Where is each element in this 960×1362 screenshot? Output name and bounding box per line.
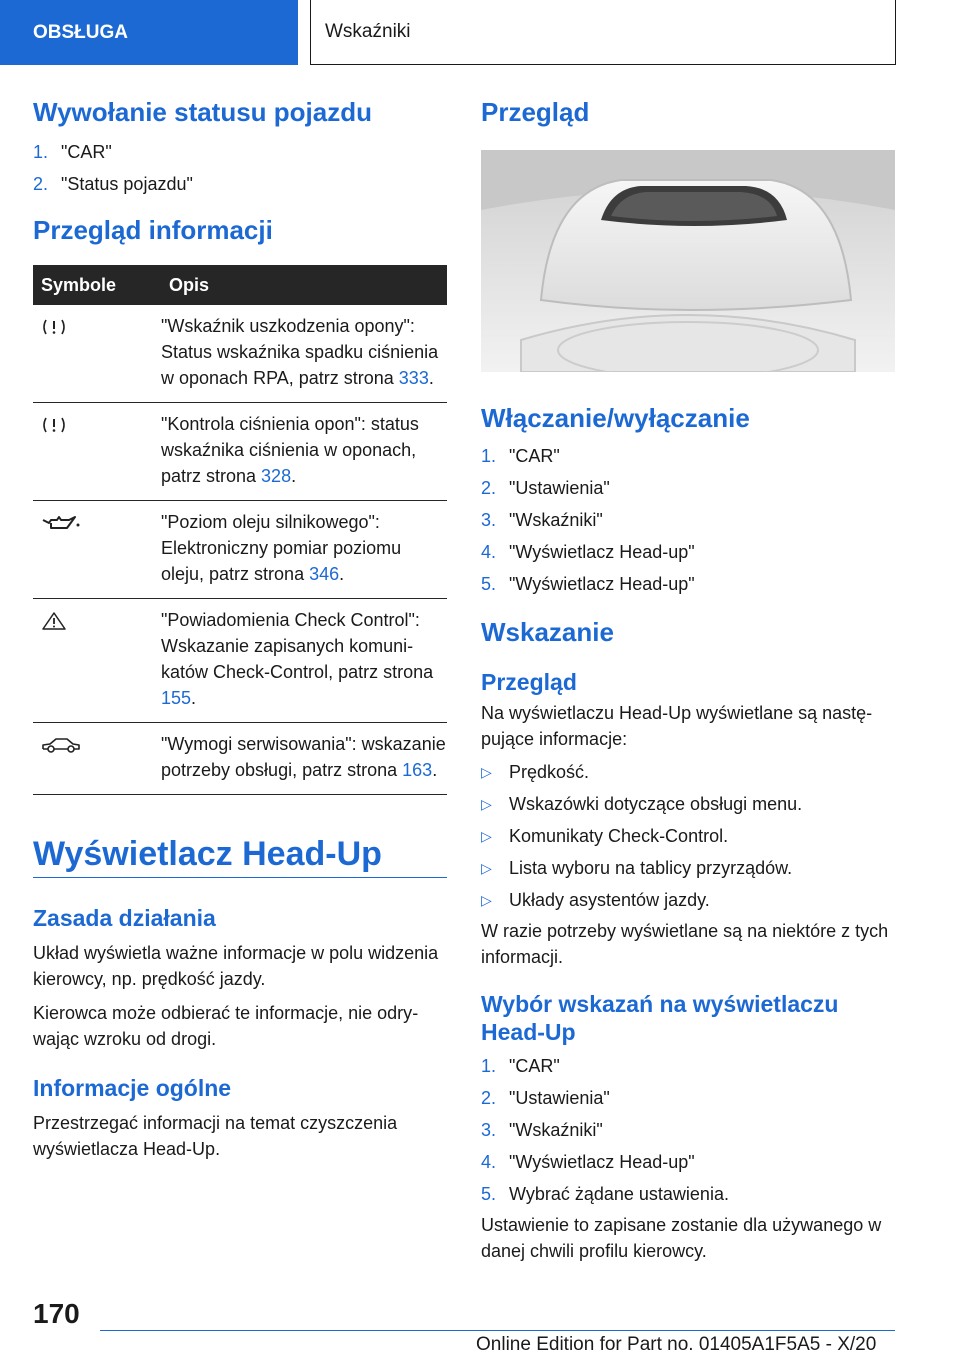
- table-row: "Poziom oleju silnikowego": Elektroniczny pomiar poziomu oleju, patrz strona 346.: [33, 501, 447, 599]
- list-item: 2. "Ustawienia": [481, 1088, 610, 1108]
- table-row: "Powiadomienia Check Control": Wskazanie zapisanych komunikatów Check-Control, patrz strona 155.: [33, 599, 447, 723]
- list-item: ▷ Wskazówki dotyczące obsługi menu.: [481, 794, 803, 814]
- table-header-symbols: Symbole: [33, 265, 161, 305]
- list-item: ▷ Układy asystentów jazdy.: [481, 890, 710, 910]
- table-row: "Wskaźnik uszkodzenia opony": Status wskaźnika spadku ciśnienia w oponach RPA, patrz strona 333.: [33, 305, 447, 403]
- status-heading: Wywołanie statusu pojazdu: [33, 97, 373, 127]
- list-item: 1. "CAR": [33, 142, 112, 162]
- page-link[interactable]: 163: [402, 760, 433, 780]
- service-car-icon: [41, 735, 81, 761]
- display-paragraph: Na wyświetlaczu Head-Up wyświetlane są następujące informacje:: [481, 703, 873, 749]
- hud-heading: Wyświetlacz Head-Up: [33, 835, 382, 873]
- principle-paragraph-2: Kierowca może odbierać te informacje, nie odrywając wzroku od drogi.: [33, 1003, 419, 1049]
- general-paragraph: Przestrzegać informacji na temat czyszczenia wyświetlacza Head-Up.: [33, 1113, 398, 1159]
- tire-pressure-warning-icon: [41, 317, 67, 343]
- principle-paragraph-1: Układ wyświetla ważne informacje w polu widzenia kierowcy, np. prędkość jazdy.: [33, 943, 439, 989]
- footer-divider: [100, 1330, 895, 1331]
- topic-tab: Wskaźniki: [310, 0, 896, 65]
- display-items: [481, 756, 895, 916]
- list-item: 2. "Status pojazdu": [33, 174, 193, 194]
- principle-heading: Zasada działania: [33, 905, 216, 931]
- left-column: [33, 96, 447, 1162]
- overview-heading-right: Przegląd: [481, 97, 590, 127]
- hud-photo: [481, 150, 895, 372]
- list-item: 2. "Ustawienia": [481, 478, 610, 498]
- list-item: 3. "Wskaźniki": [481, 510, 603, 530]
- oil-level-icon: [41, 513, 81, 539]
- table-row: "Kontrola ciśnienia opon": status wskaźnika ciśnienia w oponach, patrz strona 328.: [33, 403, 447, 501]
- select-steps: [481, 1050, 895, 1210]
- symbols-table: [33, 265, 447, 795]
- status-steps: [33, 136, 447, 200]
- overview-heading: Przegląd informacji: [33, 215, 273, 245]
- section-tab: OBSŁUGA: [0, 0, 298, 65]
- page-link[interactable]: 155: [161, 688, 192, 708]
- page-link[interactable]: 346: [309, 564, 340, 584]
- display-heading: Wskazanie: [481, 617, 614, 647]
- list-item: ▷ Prędkość.: [481, 762, 590, 782]
- list-item: 1. "CAR": [481, 1056, 560, 1076]
- page-number: 170: [33, 1298, 80, 1329]
- list-item: ▷ Lista wyboru na tablicy przyrządów.: [481, 858, 793, 878]
- page-link[interactable]: 333: [398, 368, 429, 388]
- table-row: "Wymogi serwisowania": wskazanie potrzeby obsługi, patrz strona 163.: [33, 723, 447, 795]
- toggle-steps: [481, 440, 895, 600]
- list-item: 4. "Wyświetlacz Head-up": [481, 1152, 695, 1172]
- warning-triangle-icon: [41, 611, 67, 638]
- select-note: Ustawienie to zapisane zostanie dla używanego w danej chwili profilu kierowcy.: [481, 1215, 882, 1261]
- list-item: ▷ Komunikaty Check-Control.: [481, 826, 729, 846]
- page-link[interactable]: 328: [261, 466, 292, 486]
- table-header-description: Opis: [161, 265, 447, 305]
- list-item: 4. "Wyświetlacz Head-up": [481, 542, 695, 562]
- edition-label: Online Edition for Part no. 01405A1F5A5 - X/20: [476, 1334, 877, 1355]
- tire-pressure-monitor-icon: [41, 415, 67, 441]
- right-column: [481, 96, 895, 1264]
- display-note: W razie potrzeby wyświetlane są na niektóre z tych informacji.: [481, 921, 889, 967]
- list-item: 5. Wybrać żądane ustawienia.: [481, 1184, 729, 1204]
- list-item: 5. "Wyświetlacz Head-up": [481, 574, 695, 594]
- select-heading: Wybór wskazań na wyświetlaczu Head-Up: [481, 991, 839, 1045]
- list-item: 3. "Wskaźniki": [481, 1120, 603, 1140]
- display-subheading: Przegląd: [481, 669, 577, 695]
- toggle-heading: Włączanie/wyłączanie: [481, 403, 750, 433]
- list-item: 1. "CAR": [481, 446, 560, 466]
- general-heading: Informacje ogólne: [33, 1075, 232, 1101]
